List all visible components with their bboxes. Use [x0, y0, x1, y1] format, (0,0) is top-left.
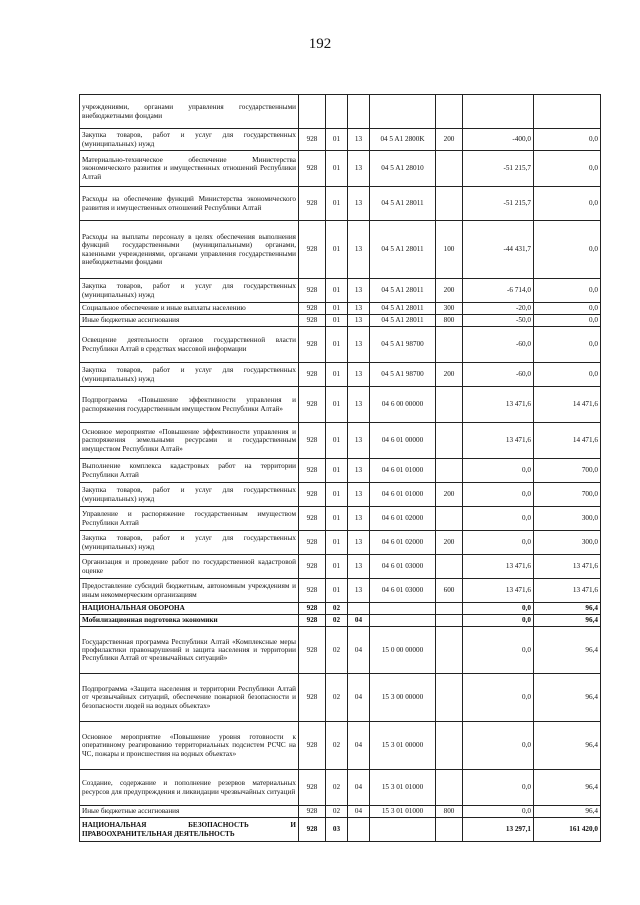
row-amount-total: 0,0 — [534, 363, 601, 387]
row-target-article: 04 5 A1 28011 — [370, 303, 436, 315]
row-target-article: 15 0 00 00000 — [370, 627, 436, 674]
table-row — [80, 507, 601, 531]
row-section-code: 02 — [326, 603, 348, 615]
row-ministry-code: 928 — [299, 674, 326, 722]
row-description: Закупка товаров, работ и услуг для государственных (муниципальных) нужд — [80, 129, 299, 151]
row-ministry-code: 928 — [299, 303, 326, 315]
row-section-code — [326, 95, 348, 129]
row-expense-type — [436, 603, 463, 615]
row-description: Предоставление субсидий бюджетным, автономным учреждениям и иным некоммерческим организациям — [80, 579, 299, 603]
row-amount-total: 0,0 — [534, 327, 601, 363]
table-row — [80, 818, 601, 842]
row-description: Закупка товаров, работ и услуг для государственных (муниципальных) нужд — [80, 483, 299, 507]
row-section-code: 02 — [326, 674, 348, 722]
row-subsection-code: 13 — [348, 315, 370, 327]
row-description: Социальное обеспечение и иные выплаты населению — [80, 303, 299, 315]
row-subsection-code — [348, 818, 370, 842]
row-amount-total: 13 471,6 — [534, 579, 601, 603]
row-target-article: 04 6 01 03000 — [370, 579, 436, 603]
row-description: НАЦИОНАЛЬНАЯ БЕЗОПАСНОСТЬ И ПРАВООХРАНИТЕЛЬНАЯ ДЕЯТЕЛЬНОСТЬ — [80, 818, 299, 842]
row-section-code: 01 — [326, 187, 348, 221]
row-expense-type — [436, 95, 463, 129]
row-amount-total: 96,4 — [534, 806, 601, 818]
row-amount-change — [463, 95, 534, 129]
row-expense-type: 800 — [436, 315, 463, 327]
row-amount-change: -51 215,7 — [463, 151, 534, 187]
row-amount-change: 0,0 — [463, 483, 534, 507]
row-amount-change: 0,0 — [463, 615, 534, 627]
row-description: Иные бюджетные ассигнования — [80, 315, 299, 327]
row-subsection-code: 13 — [348, 387, 370, 423]
row-description: Освещение деятельности органов государственной власти Республики Алтай в средствах массовой информации — [80, 327, 299, 363]
row-ministry-code: 928 — [299, 363, 326, 387]
row-expense-type: 200 — [436, 129, 463, 151]
row-subsection-code: 13 — [348, 459, 370, 483]
row-amount-total: 96,4 — [534, 722, 601, 770]
table-row — [80, 423, 601, 459]
row-expense-type: 800 — [436, 806, 463, 818]
row-ministry-code: 928 — [299, 327, 326, 363]
row-amount-change: 13 471,6 — [463, 555, 534, 579]
row-ministry-code: 928 — [299, 555, 326, 579]
row-amount-change: 0,0 — [463, 722, 534, 770]
row-subsection-code: 13 — [348, 507, 370, 531]
row-target-article — [370, 818, 436, 842]
row-ministry-code: 928 — [299, 151, 326, 187]
row-expense-type — [436, 627, 463, 674]
row-amount-change: -51 215,7 — [463, 187, 534, 221]
row-description: Управление и распоряжение государственным имуществом Республики Алтай — [80, 507, 299, 531]
table-row — [80, 129, 601, 151]
row-ministry-code: 928 — [299, 507, 326, 531]
row-section-code: 02 — [326, 627, 348, 674]
row-amount-total: 14 471,6 — [534, 423, 601, 459]
row-amount-change: -20,0 — [463, 303, 534, 315]
row-subsection-code: 13 — [348, 327, 370, 363]
row-expense-type: 200 — [436, 279, 463, 303]
table-row — [80, 603, 601, 615]
row-amount-change: -50,0 — [463, 315, 534, 327]
row-subsection-code: 04 — [348, 615, 370, 627]
row-description: Создание, содержание и пополнение резервов материальных ресурсов для предупреждения и ликвидации чрезвычайных ситуаций — [80, 770, 299, 806]
row-expense-type — [436, 818, 463, 842]
row-amount-total: 0,0 — [534, 315, 601, 327]
row-subsection-code — [348, 95, 370, 129]
row-expense-type — [436, 151, 463, 187]
row-ministry-code: 928 — [299, 770, 326, 806]
row-subsection-code: 13 — [348, 579, 370, 603]
row-expense-type — [436, 423, 463, 459]
row-section-code: 01 — [326, 303, 348, 315]
row-ministry-code: 928 — [299, 483, 326, 507]
row-section-code: 01 — [326, 459, 348, 483]
row-amount-change: 13 471,6 — [463, 423, 534, 459]
row-expense-type: 200 — [436, 531, 463, 555]
row-amount-change: 0,0 — [463, 674, 534, 722]
table-row — [80, 95, 601, 129]
row-amount-change: 13 471,6 — [463, 387, 534, 423]
row-description: Государственная программа Республики Алтай «Комплексные меры профилактики правонарушений и защита населения и территории Республики Алтай от чрезвычайных ситуаций» — [80, 627, 299, 674]
row-amount-change: -60,0 — [463, 327, 534, 363]
row-amount-change: -60,0 — [463, 363, 534, 387]
row-section-code: 01 — [326, 363, 348, 387]
row-subsection-code: 13 — [348, 303, 370, 315]
table-row — [80, 531, 601, 555]
row-expense-type — [436, 770, 463, 806]
row-amount-total: 161 420,0 — [534, 818, 601, 842]
row-amount-total: 300,0 — [534, 531, 601, 555]
row-section-code: 01 — [326, 279, 348, 303]
row-target-article: 04 6 01 01000 — [370, 483, 436, 507]
row-amount-change: 0,0 — [463, 531, 534, 555]
table-row — [80, 327, 601, 363]
row-amount-change: 0,0 — [463, 459, 534, 483]
row-subsection-code: 13 — [348, 187, 370, 221]
row-target-article: 04 6 01 02000 — [370, 507, 436, 531]
page-number: 192 — [308, 36, 332, 52]
row-amount-total: 0,0 — [534, 129, 601, 151]
table-row — [80, 387, 601, 423]
row-section-code: 01 — [326, 387, 348, 423]
row-expense-type: 200 — [436, 363, 463, 387]
row-section-code: 01 — [326, 579, 348, 603]
row-subsection-code: 04 — [348, 722, 370, 770]
row-amount-change: 0,0 — [463, 627, 534, 674]
row-ministry-code: 928 — [299, 603, 326, 615]
row-target-article: 15 3 01 01000 — [370, 806, 436, 818]
budget-table-body — [80, 95, 601, 842]
row-amount-change: -6 714,0 — [463, 279, 534, 303]
table-row — [80, 579, 601, 603]
row-subsection-code: 13 — [348, 221, 370, 279]
row-section-code: 02 — [326, 615, 348, 627]
row-section-code: 01 — [326, 151, 348, 187]
row-ministry-code — [299, 95, 326, 129]
row-section-code: 02 — [326, 722, 348, 770]
row-ministry-code: 928 — [299, 423, 326, 459]
row-description: Иные бюджетные ассигнования — [80, 806, 299, 818]
row-description: Расходы на обеспечение функций Министерства экономического развития и имущественных отношений Республики Алтай — [80, 187, 299, 221]
row-amount-total: 14 471,6 — [534, 387, 601, 423]
row-ministry-code: 928 — [299, 387, 326, 423]
row-target-article: 04 5 A1 28011 — [370, 221, 436, 279]
row-amount-total: 0,0 — [534, 303, 601, 315]
row-ministry-code: 928 — [299, 221, 326, 279]
table-row — [80, 363, 601, 387]
row-target-article: 15 3 01 00000 — [370, 722, 436, 770]
row-target-article — [370, 603, 436, 615]
row-expense-type — [436, 555, 463, 579]
row-expense-type — [436, 507, 463, 531]
table-row — [80, 555, 601, 579]
row-section-code: 02 — [326, 806, 348, 818]
row-target-article: 04 6 01 01000 — [370, 459, 436, 483]
table-row — [80, 303, 601, 315]
table-row — [80, 627, 601, 674]
row-expense-type — [436, 187, 463, 221]
row-target-article — [370, 95, 436, 129]
row-subsection-code: 13 — [348, 129, 370, 151]
table-row — [80, 674, 601, 722]
row-target-article: 04 6 01 00000 — [370, 423, 436, 459]
row-subsection-code: 04 — [348, 627, 370, 674]
row-description: Расходы на выплаты персоналу в целях обеспечения выполнения функций государственными (муниципальными) органами, казенными учреждениями, органами управления государственными внебюджетными фондами — [80, 221, 299, 279]
table-row — [80, 483, 601, 507]
row-amount-total: 300,0 — [534, 507, 601, 531]
row-target-article: 04 5 A1 28011 — [370, 315, 436, 327]
row-ministry-code: 928 — [299, 818, 326, 842]
row-amount-total: 700,0 — [534, 483, 601, 507]
row-subsection-code — [348, 603, 370, 615]
row-subsection-code: 13 — [348, 531, 370, 555]
budget-table — [79, 94, 601, 842]
row-section-code: 01 — [326, 531, 348, 555]
table-row — [80, 279, 601, 303]
row-ministry-code: 928 — [299, 531, 326, 555]
row-amount-total: 96,4 — [534, 674, 601, 722]
row-amount-change: 13 297,1 — [463, 818, 534, 842]
row-ministry-code: 928 — [299, 129, 326, 151]
row-expense-type — [436, 327, 463, 363]
row-amount-total: 96,4 — [534, 615, 601, 627]
row-ministry-code: 928 — [299, 279, 326, 303]
row-target-article: 04 5 A1 28011 — [370, 279, 436, 303]
row-target-article: 04 6 01 03000 — [370, 555, 436, 579]
row-target-article — [370, 615, 436, 627]
row-target-article: 04 5 A1 98700 — [370, 363, 436, 387]
row-target-article: 04 5 A1 98700 — [370, 327, 436, 363]
row-amount-change: -44 431,7 — [463, 221, 534, 279]
row-description: учреждениями, органами управления государственными внебюджетными фондами — [80, 95, 299, 129]
row-target-article: 15 3 01 01000 — [370, 770, 436, 806]
row-amount-change: 0,0 — [463, 507, 534, 531]
row-expense-type: 100 — [436, 221, 463, 279]
row-amount-total: 96,4 — [534, 770, 601, 806]
row-subsection-code: 13 — [348, 279, 370, 303]
row-description: Закупка товаров, работ и услуг для государственных (муниципальных) нужд — [80, 363, 299, 387]
row-ministry-code: 928 — [299, 806, 326, 818]
table-row — [80, 221, 601, 279]
row-section-code: 01 — [326, 327, 348, 363]
row-subsection-code: 13 — [348, 363, 370, 387]
row-subsection-code: 13 — [348, 423, 370, 459]
table-row — [80, 806, 601, 818]
row-description: Материально-техническое обеспечение Министерства экономического развития и имущественных отношений Республики Алтай — [80, 151, 299, 187]
row-amount-total: 700,0 — [534, 459, 601, 483]
table-row — [80, 722, 601, 770]
row-amount-total: 0,0 — [534, 279, 601, 303]
row-section-code: 01 — [326, 423, 348, 459]
row-ministry-code: 928 — [299, 459, 326, 483]
row-subsection-code: 13 — [348, 555, 370, 579]
row-section-code: 01 — [326, 507, 348, 531]
row-subsection-code: 13 — [348, 151, 370, 187]
row-description: Выполнение комплекса кадастровых работ на территории Республики Алтай — [80, 459, 299, 483]
row-expense-type — [436, 387, 463, 423]
row-expense-type: 300 — [436, 303, 463, 315]
row-expense-type: 200 — [436, 483, 463, 507]
row-amount-total: 96,4 — [534, 627, 601, 674]
row-expense-type — [436, 674, 463, 722]
row-ministry-code: 928 — [299, 722, 326, 770]
row-section-code: 01 — [326, 129, 348, 151]
row-subsection-code: 13 — [348, 483, 370, 507]
row-expense-type — [436, 615, 463, 627]
row-expense-type — [436, 722, 463, 770]
table-row — [80, 315, 601, 327]
row-amount-change: 0,0 — [463, 770, 534, 806]
row-description: Основное мероприятие «Повышение эффективности управления и распоряжения земельными ресурсами и государственным имуществом Республики Алтай» — [80, 423, 299, 459]
row-amount-total: 0,0 — [534, 221, 601, 279]
row-ministry-code: 928 — [299, 187, 326, 221]
row-ministry-code: 928 — [299, 579, 326, 603]
row-amount-change: 0,0 — [463, 806, 534, 818]
row-section-code: 01 — [326, 555, 348, 579]
row-amount-change: -400,0 — [463, 129, 534, 151]
row-amount-total: 0,0 — [534, 187, 601, 221]
row-target-article: 04 5 A1 28011 — [370, 187, 436, 221]
table-row — [80, 151, 601, 187]
row-expense-type: 600 — [436, 579, 463, 603]
row-amount-change: 13 471,6 — [463, 579, 534, 603]
row-subsection-code: 04 — [348, 770, 370, 806]
row-description: Организация и проведение работ по государственной кадастровой оценке — [80, 555, 299, 579]
row-amount-total: 13 471,6 — [534, 555, 601, 579]
row-target-article: 15 3 00 00000 — [370, 674, 436, 722]
row-target-article: 04 5 A1 28010 — [370, 151, 436, 187]
row-description: Подпрограмма «Повышение эффективности управления и распоряжения государственным имуществом Республики Алтай» — [80, 387, 299, 423]
table-row — [80, 615, 601, 627]
row-ministry-code: 928 — [299, 615, 326, 627]
row-description: Мобилизационная подготовка экономики — [80, 615, 299, 627]
row-target-article: 04 5 A1 2800K — [370, 129, 436, 151]
row-subsection-code: 04 — [348, 674, 370, 722]
row-amount-change: 0,0 — [463, 603, 534, 615]
row-subsection-code: 04 — [348, 806, 370, 818]
table-row — [80, 187, 601, 221]
row-amount-total: 0,0 — [534, 151, 601, 187]
row-section-code: 01 — [326, 483, 348, 507]
row-description: НАЦИОНАЛЬНАЯ ОБОРОНА — [80, 603, 299, 615]
row-section-code: 03 — [326, 818, 348, 842]
row-target-article: 04 6 00 00000 — [370, 387, 436, 423]
row-target-article: 04 6 01 02000 — [370, 531, 436, 555]
row-section-code: 02 — [326, 770, 348, 806]
table-row — [80, 459, 601, 483]
row-amount-total — [534, 95, 601, 129]
table-row — [80, 770, 601, 806]
row-ministry-code: 928 — [299, 315, 326, 327]
row-description: Подпрограмма «Защита населения и территории Республики Алтай от чрезвычайных ситуаций, обеспечение пожарной безопасности и безопасности людей на водных объектах» — [80, 674, 299, 722]
row-description: Закупка товаров, работ и услуг для государственных (муниципальных) нужд — [80, 279, 299, 303]
row-section-code: 01 — [326, 315, 348, 327]
row-section-code: 01 — [326, 221, 348, 279]
row-expense-type — [436, 459, 463, 483]
row-description: Основное мероприятие «Повышение уровня готовности к оперативному реагированию территориальных подсистем РСЧС на ЧС, пожары и происшествия на водных объектах» — [80, 722, 299, 770]
row-description: Закупка товаров, работ и услуг для государственных (муниципальных) нужд — [80, 531, 299, 555]
row-ministry-code: 928 — [299, 627, 326, 674]
row-amount-total: 96,4 — [534, 603, 601, 615]
